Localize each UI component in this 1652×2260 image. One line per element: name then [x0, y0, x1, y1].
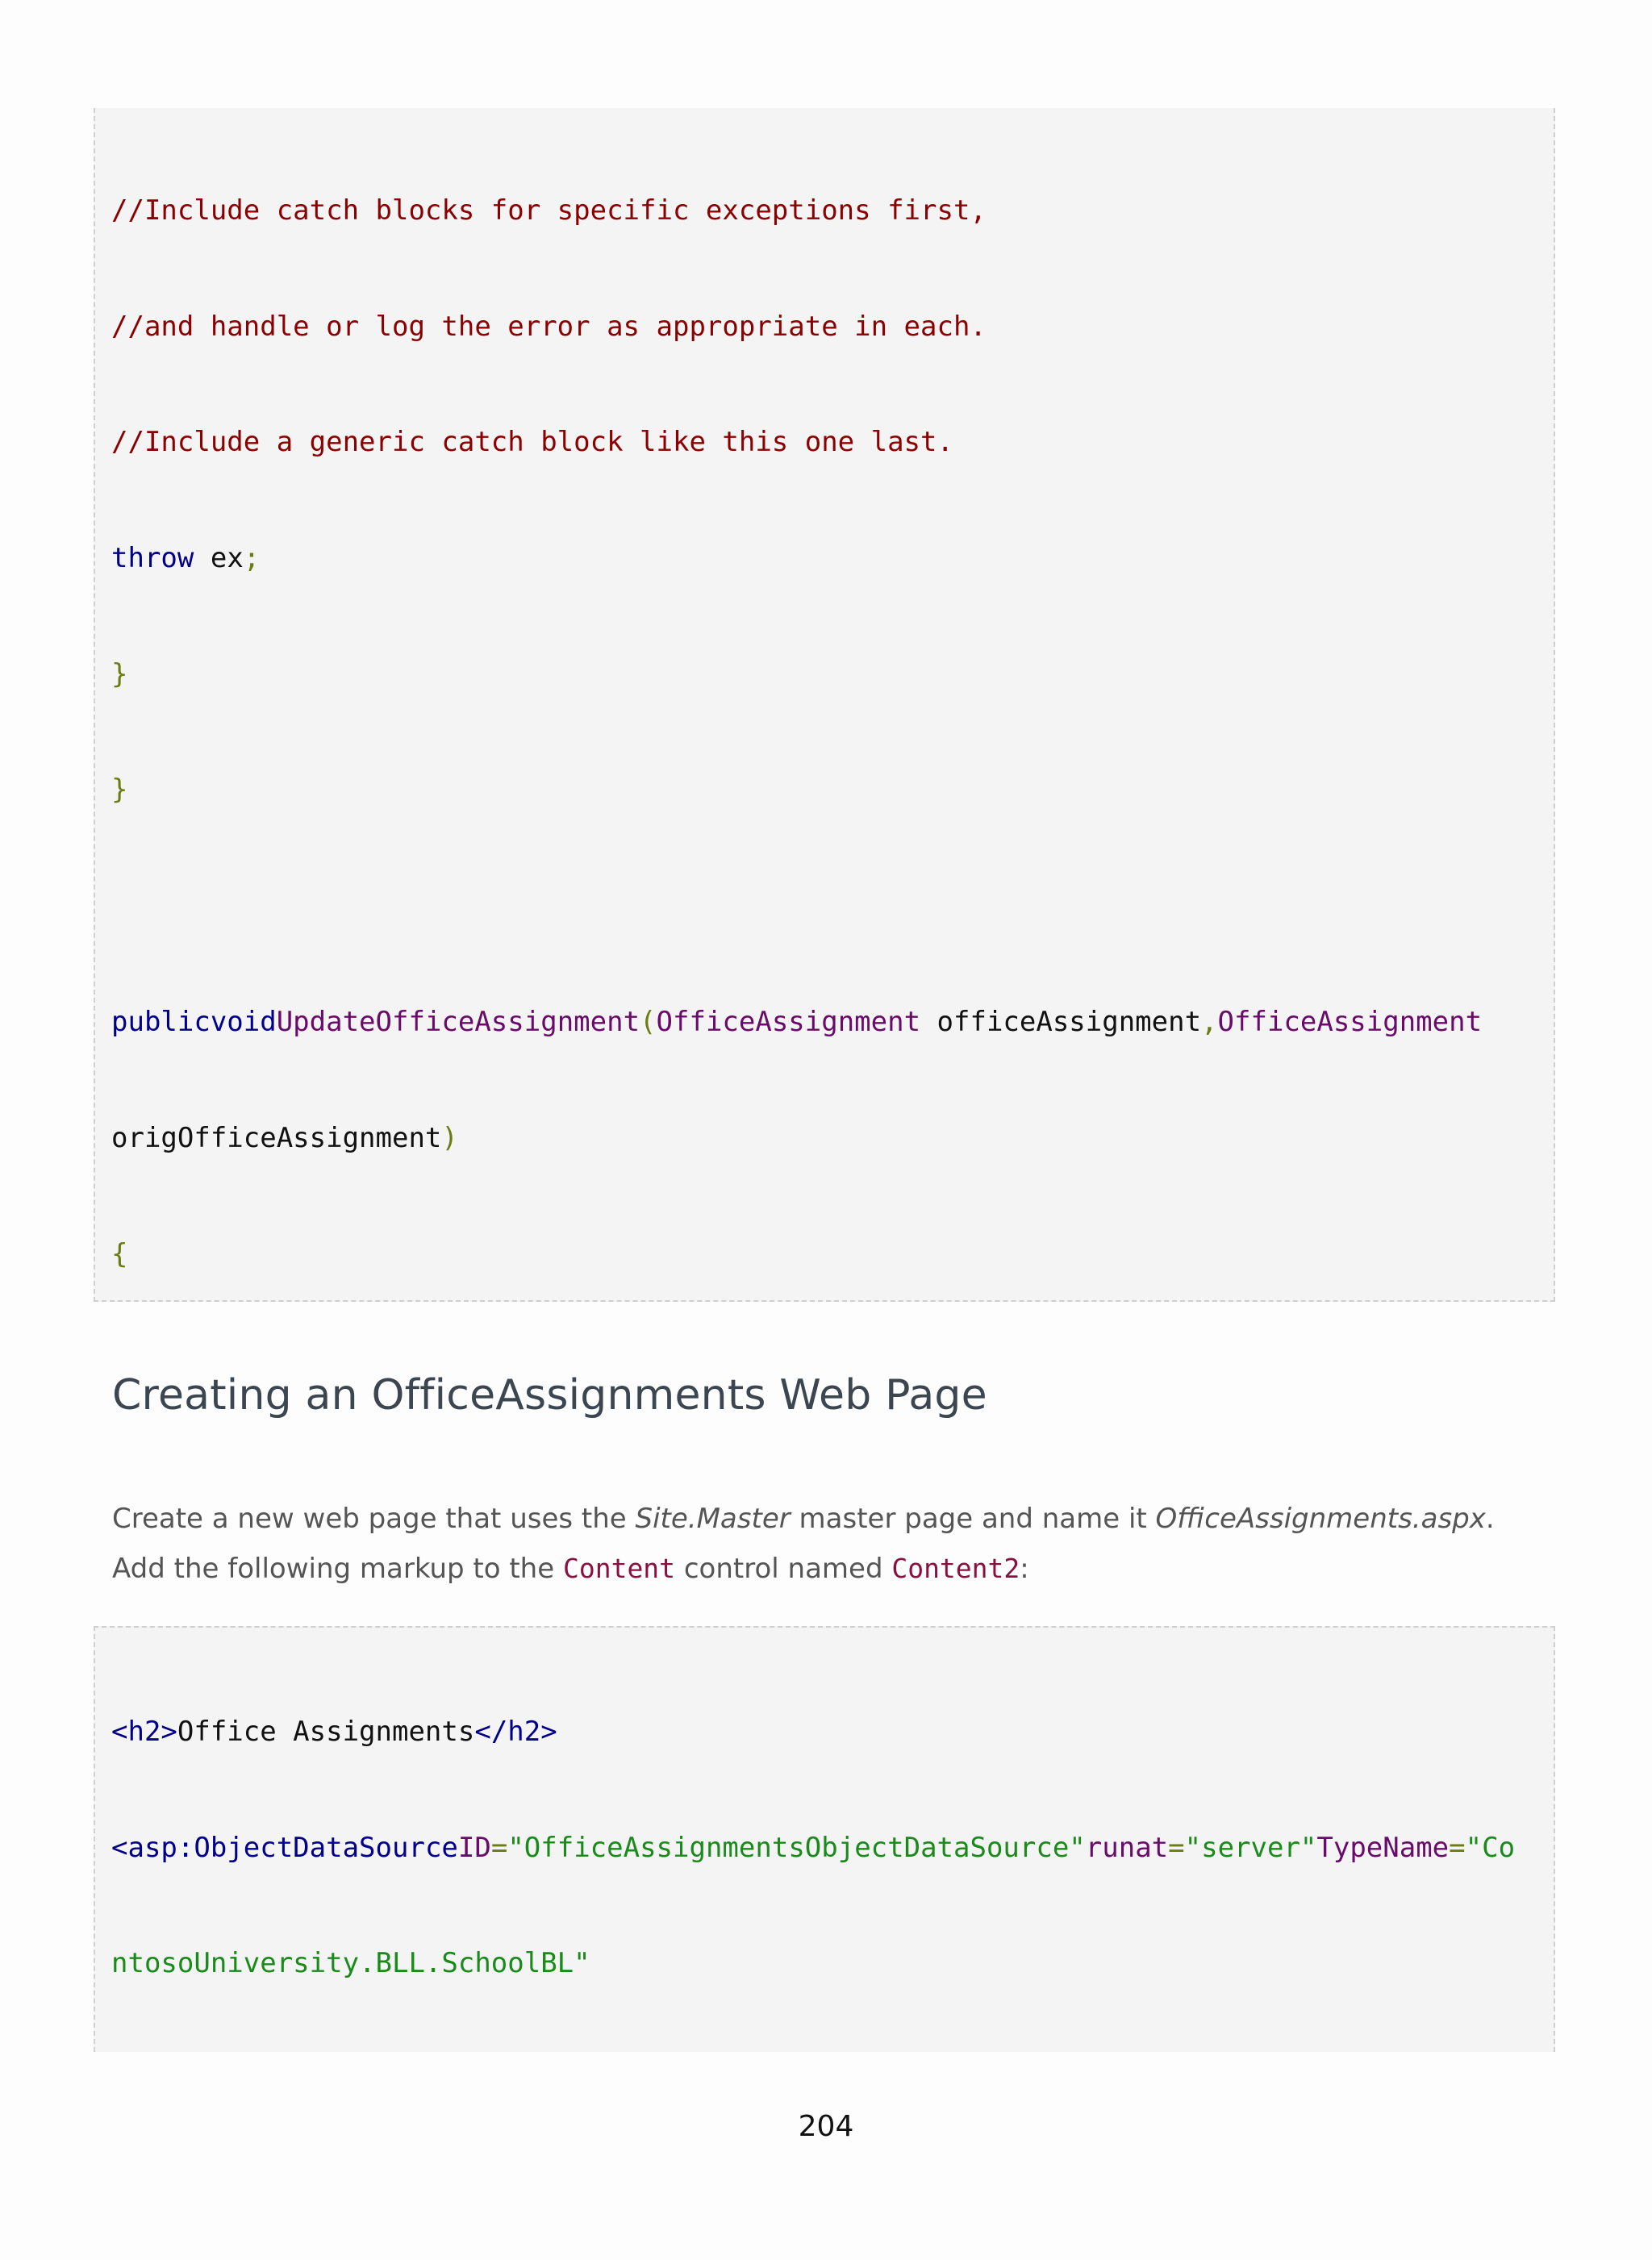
code-line-blank — [111, 881, 1537, 932]
code-token: officeAssignment — [937, 1006, 1202, 1039]
code-token: TypeName — [1316, 1831, 1450, 1864]
code-line: //Include a generic catch block like this one last. — [111, 426, 953, 459]
code-token: <h2> — [111, 1716, 177, 1748]
section-paragraph: Create a new web page that uses the Site.Master master page and name it OfficeAssignments.aspx. Add the following markup to the Content control named Content2: — [112, 1503, 1495, 1585]
code-token: OfficeAssignment — [656, 1006, 921, 1039]
code-line — [111, 1938, 1537, 1990]
code-token: = — [1449, 1831, 1466, 1864]
code-token: ex — [210, 542, 244, 575]
code-token: , — [1201, 1006, 1218, 1039]
code-token: "server" — [1184, 1831, 1317, 1864]
code-line — [111, 533, 1537, 585]
code-block-data-layer — [94, 108, 1555, 1302]
page-number: 204 — [798, 2110, 854, 2143]
code-token: "Co — [1465, 1831, 1516, 1864]
code-line — [111, 1707, 1537, 1758]
code-token: UpdateOfficeAssignment — [276, 1006, 640, 1039]
code-token: = — [490, 1831, 508, 1864]
code-line — [111, 1113, 1537, 1165]
code-token: = — [1168, 1831, 1185, 1864]
code-token: runat — [1085, 1831, 1169, 1864]
code-token: ntosoUniversity.BLL.SchoolBL" — [111, 1947, 590, 1980]
section-heading: Creating an OfficeAssignments Web Page — [112, 1371, 987, 1420]
code-token: < — [111, 1831, 128, 1864]
code-token: origOfficeAssignment — [111, 1121, 442, 1154]
code-token: ) — [441, 1121, 458, 1154]
code-line: } — [111, 773, 128, 807]
code-token: ID — [457, 1831, 491, 1864]
code-line — [111, 997, 1537, 1049]
code-token: throw — [111, 542, 194, 575]
code-token: OfficeAssignment — [1217, 1006, 1483, 1039]
code-token: asp:ObjectDataSource — [127, 1831, 458, 1864]
code-token: Office Assignments — [177, 1716, 475, 1748]
code-token: ; — [243, 542, 261, 575]
code-line: { — [111, 1237, 128, 1270]
inline-code-content: Content — [562, 1553, 676, 1584]
code-block-markup — [94, 1626, 1555, 2052]
code-line — [111, 1823, 1537, 1874]
aspx-filename: OfficeAssignments.aspx — [1155, 1503, 1486, 1535]
code-token: </h2> — [474, 1716, 557, 1748]
code-line: //Include catch blocks for specific exceptions first, — [111, 194, 987, 227]
code-token: publicvoid — [111, 1006, 277, 1039]
code-line: //and handle or log the error as appropriate in each. — [111, 310, 987, 343]
code-token: "OfficeAssignmentsObjectDataSource" — [507, 1831, 1086, 1864]
inline-code-content2: Content2 — [891, 1553, 1020, 1584]
site-master-filename: Site.Master — [635, 1503, 791, 1535]
code-line: } — [111, 657, 128, 690]
code-token: ( — [640, 1006, 657, 1039]
